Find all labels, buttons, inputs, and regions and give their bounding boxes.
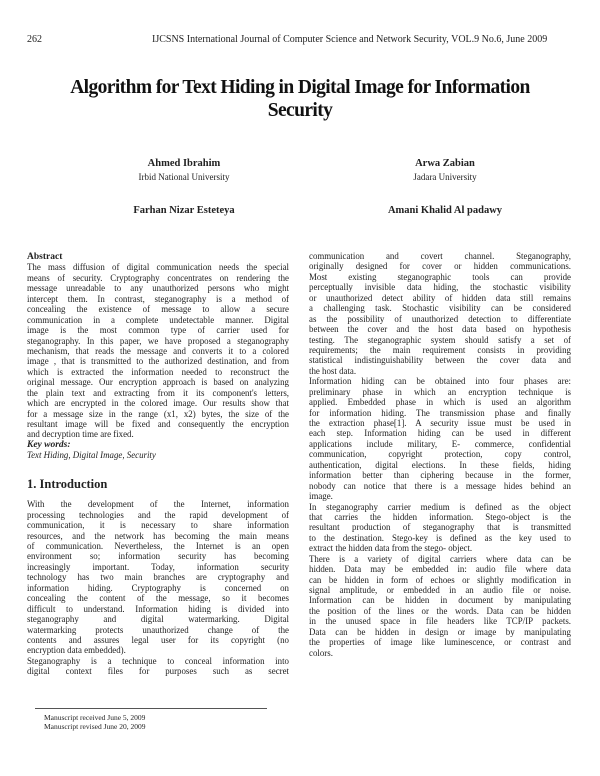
text-line: signal amplitude, or embedded in an audio file or noise. <box>309 585 571 595</box>
text-line: message unreadable to any unauthorized persons who might <box>27 283 289 294</box>
text-line: as the possibility of unauthorized detection to differentiate <box>309 313 571 324</box>
text-line: The mass diffusion of digital communication needs the special <box>27 262 289 273</box>
text-line: Data can be hidden in design or image by manipulating <box>309 626 571 637</box>
text-line: the plain text and extracting from it its component's letters, <box>27 387 289 398</box>
text-line: environment so; information security has becoming <box>27 551 289 562</box>
text-line: steganography and digital watermarking. Digital <box>27 614 289 625</box>
text-line: communication in a complete undetectable manner. Digital <box>27 314 289 325</box>
left-column <box>27 252 289 677</box>
text-line: Information hiding can be obtained into four phases are: <box>309 376 571 387</box>
author-name: Amani Khalid Al padawy <box>387 205 503 216</box>
text-line: each step. Information hiding can be used in different <box>309 428 571 439</box>
author-affiliation: Jadara University <box>413 172 477 182</box>
text-line: mechanism, that reads the message and converts it to a colored <box>27 345 289 356</box>
text-line: the position of the lines or the words. Data can be hidden <box>309 605 571 616</box>
text-line: applied. Embedded phase in which is used an algorithm <box>309 397 571 408</box>
text-line: Most existing steganographic tools can provide <box>309 271 571 282</box>
text-line: hidden. Data may be embedded in: audio file where data <box>309 564 571 575</box>
text-line: applications include military, E- commerce, confidential <box>309 438 571 449</box>
text-line: Steganography is a technique to conceal information into <box>27 655 289 666</box>
text-line: preliminary phase in which an encryption technique is <box>309 386 571 397</box>
right-column <box>309 251 571 658</box>
text-line: information hiding. Cryptography is concerned on <box>27 582 289 593</box>
text-line: resultant image will be fixed and consequently the encryption <box>27 419 289 430</box>
text-line: processing technologies and the rapid development of <box>27 509 289 520</box>
text-line: of communication. Nevertheless, the Internet is an open <box>27 541 289 551</box>
text-line: or unauthorized detect ability of hidden data still remains <box>309 292 571 303</box>
section-heading-introduction: 1. Introduction <box>27 476 108 491</box>
text-line: which is extracted the information needed to reconstruct the <box>27 366 289 377</box>
text-line: steganography. In this paper, we have proposed a steganography <box>27 335 289 346</box>
text-line: technology has two main branches are cryptography and <box>27 572 289 583</box>
text-line: resultant production of steganography that is transmitted <box>309 522 571 533</box>
text-line: the host data. <box>309 365 357 376</box>
text-line: which are encrypted in the colored image. Our results show that <box>27 398 289 409</box>
keywords-heading: Key words: <box>27 439 71 450</box>
text-line: originally designed for cover or hidden communications. <box>309 261 571 272</box>
author-name: Farhan Nizar Esteteya <box>133 205 235 216</box>
author-affiliation: Irbid National University <box>138 172 230 182</box>
footnote: Manuscript received June 5, 2009 <box>44 713 146 722</box>
paper-title: Algorithm for Text Hiding in Digital Image for Information Security <box>70 77 530 121</box>
text-line: information better than ciphering because in the former, <box>309 470 571 481</box>
text-line: concealing the content of the message, so it becomes <box>27 593 289 604</box>
footnote: Manuscript revised June 20, 2009 <box>44 722 146 731</box>
text-line: and decryption time are fixed. <box>27 429 134 440</box>
text-line: requirements; the main requirement consists in providing <box>309 344 571 355</box>
text-line: authentication, digital elections. In these fields, hiding <box>309 459 571 470</box>
text-line: watermarking protects unauthorized change of the <box>27 624 289 635</box>
text-line: With the development of the Internet, information <box>27 499 289 510</box>
keywords: Text Hiding, Digital Image, Security <box>27 450 156 461</box>
text-line: a challenging task. Stochastic visibility can be considered <box>309 303 571 314</box>
text-line: to the destination. Stego-key is defined as the key used to <box>309 532 571 543</box>
author-name: Arwa Zabian <box>415 158 475 169</box>
text-line: Information can be hidden in document by manipulating <box>309 595 571 606</box>
text-line: can be hidden in form of echoes or slightly modification in <box>309 574 571 585</box>
running-header: IJCSNS International Journal of Computer Science and Network Security, VOL.9 No.6, June 2009 <box>152 34 548 45</box>
text-line: intercept them. In contrast, steganography is a method of <box>27 293 289 304</box>
text-line: image , that is transmitted to the authorized destination, and from <box>27 356 289 367</box>
text-line: contents and assures legal user for its copyright (no <box>27 634 289 645</box>
author-name: Ahmed Ibrahim <box>147 158 221 169</box>
text-line: increasingly important. Today, information security <box>27 561 289 572</box>
text-line: the properties of image like luminescence, or contrast and <box>309 637 571 648</box>
text-line: difficult to understand. Information hiding is divided into <box>27 603 289 614</box>
page-number: 262 <box>27 34 42 45</box>
text-line: encryption data embedded). <box>27 645 126 656</box>
text-line: statistical indistinguishability between the cover data and <box>309 355 571 366</box>
text-line: image. <box>309 491 333 502</box>
text-line: digital context files for purposes such as secret <box>27 666 289 677</box>
text-line: communication, copyright protection, copy control, <box>309 449 571 460</box>
text-line: colors. <box>309 647 333 658</box>
abstract-body <box>27 262 289 439</box>
text-line: extract the hidden data from the stego- object. <box>309 543 473 554</box>
text-line: communication, it is necessary to share information <box>27 520 289 531</box>
text-line: There is a variety of digital carriers where data can be <box>309 553 571 564</box>
footnote-rule <box>35 708 267 709</box>
text-line: concealing the existence of message to allow a secure <box>27 304 289 315</box>
text-line: for information hiding. The transmission phase and finally <box>309 407 571 418</box>
abstract-heading: Abstract <box>27 252 63 262</box>
right-column-body <box>309 251 571 658</box>
text-line: communication and covert channel. Steganography, <box>309 251 571 261</box>
text-line: original message. Our encryption approach is based on analyzing <box>27 377 289 388</box>
text-line: that carries the hidden information. Stego-object is the <box>309 511 571 522</box>
text-line: means of security. Cryptography concentrates on rendering the <box>27 272 289 283</box>
text-line: for a message size in the range (x1, x2) bytes, the size of the <box>27 408 289 419</box>
introduction-body <box>27 499 289 676</box>
text-line: in the unused space in file headers like TCP/IP packets. <box>309 616 571 627</box>
text-line: In steganography carrier medium is defined as the object <box>309 501 571 512</box>
text-line: image is the most common type of carrier used for <box>27 325 289 336</box>
text-line: the extraction phase[1]. A security issue must be used in <box>309 418 571 428</box>
text-line: nobody can notice that there is a message hides behind an <box>309 480 571 491</box>
text-line: testing. The steganographic system should satisfy a set of <box>309 334 571 345</box>
text-line: between the cover and the host data based on hypothesis <box>309 324 571 335</box>
text-line: resources, and the network has becoming the main means <box>27 530 289 541</box>
text-line: perceptually invisible data hiding, the stochastic visibility <box>309 282 571 293</box>
